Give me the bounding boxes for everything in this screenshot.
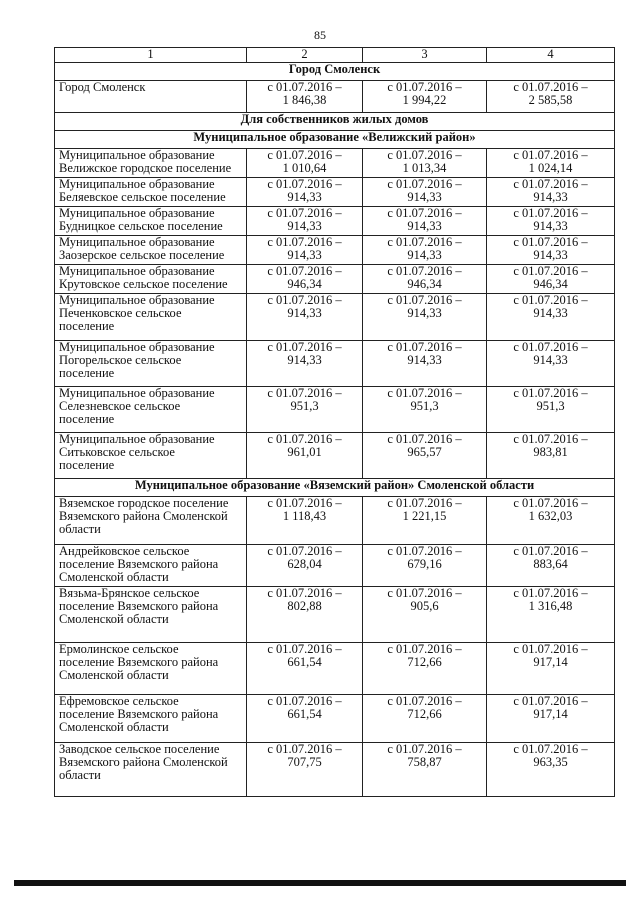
tariff-value bbox=[247, 81, 363, 113]
section-heading-row bbox=[55, 63, 615, 81]
cell-line: с 01.07.2016 – bbox=[267, 386, 342, 400]
cell-line: области bbox=[59, 522, 101, 536]
cell-line: с 01.07.2016 – bbox=[267, 293, 342, 307]
tariff-value bbox=[487, 149, 615, 178]
tariff-table bbox=[54, 47, 615, 797]
municipality-name bbox=[55, 743, 247, 797]
cell-line: с 01.07.2016 – bbox=[387, 496, 462, 510]
cell-line: 1 994,22 bbox=[402, 93, 447, 107]
cell-line: Погорельское сельское bbox=[59, 353, 182, 367]
cell-line: с 01.07.2016 – bbox=[513, 293, 588, 307]
cell-line: Муниципальное образование bbox=[59, 264, 215, 278]
cell-line: 1 221,15 bbox=[402, 509, 447, 523]
tariff-value bbox=[363, 265, 487, 294]
column-number: 4 bbox=[487, 48, 615, 63]
municipality-name bbox=[55, 341, 247, 387]
tariff-value bbox=[487, 387, 615, 433]
cell-line: 1 010,64 bbox=[282, 161, 327, 175]
tariff-value bbox=[487, 265, 615, 294]
cell-line: с 01.07.2016 – bbox=[513, 264, 588, 278]
tariff-value bbox=[487, 207, 615, 236]
cell-line: с 01.07.2016 – bbox=[513, 432, 588, 446]
cell-line: Велижское городское поселение bbox=[59, 161, 232, 175]
cell-line: 917,14 bbox=[533, 655, 568, 669]
table-row bbox=[55, 643, 615, 695]
municipality-name bbox=[55, 207, 247, 236]
cell-line: 1 846,38 bbox=[282, 93, 327, 107]
tariff-value bbox=[487, 743, 615, 797]
cell-line: с 01.07.2016 – bbox=[387, 340, 462, 354]
tariff-value bbox=[487, 695, 615, 743]
cell-line: с 01.07.2016 – bbox=[513, 586, 588, 600]
cell-line: 802,88 bbox=[287, 599, 322, 613]
tariff-value bbox=[363, 743, 487, 797]
cell-line: Ситьковское сельское bbox=[59, 445, 175, 459]
bottom-rule bbox=[14, 880, 626, 886]
cell-line: с 01.07.2016 – bbox=[387, 386, 462, 400]
cell-line: с 01.07.2016 – bbox=[267, 544, 342, 558]
table-row bbox=[55, 545, 615, 587]
cell-line: 712,66 bbox=[407, 655, 442, 669]
cell-line: Беляевское сельское поселение bbox=[59, 190, 226, 204]
cell-line: Будницкое сельское поселение bbox=[59, 219, 223, 233]
cell-line: Андрейковское сельское bbox=[59, 544, 190, 558]
cell-line: с 01.07.2016 – bbox=[387, 264, 462, 278]
cell-line: с 01.07.2016 – bbox=[387, 177, 462, 191]
cell-line: 1 024,14 bbox=[528, 161, 573, 175]
table-row bbox=[55, 207, 615, 236]
tariff-value bbox=[363, 433, 487, 479]
cell-line: 951,3 bbox=[410, 399, 439, 413]
cell-line: 914,33 bbox=[287, 353, 322, 367]
column-number-row bbox=[55, 48, 615, 63]
cell-line: с 01.07.2016 – bbox=[387, 293, 462, 307]
tariff-value bbox=[247, 265, 363, 294]
cell-line: с 01.07.2016 – bbox=[513, 386, 588, 400]
cell-line: с 01.07.2016 – bbox=[267, 148, 342, 162]
cell-line: 914,33 bbox=[533, 219, 568, 233]
cell-line: 914,33 bbox=[407, 306, 442, 320]
cell-line: с 01.07.2016 – bbox=[267, 80, 342, 94]
tariff-value bbox=[363, 643, 487, 695]
cell-line: 951,3 bbox=[290, 399, 319, 413]
tariff-value bbox=[363, 695, 487, 743]
cell-line: Ефремовское сельское bbox=[59, 694, 179, 708]
municipality-name bbox=[55, 178, 247, 207]
tariff-value bbox=[487, 341, 615, 387]
table-row bbox=[55, 743, 615, 797]
cell-line: 965,57 bbox=[407, 445, 442, 459]
tariff-value bbox=[247, 497, 363, 545]
cell-line: 707,75 bbox=[287, 755, 322, 769]
cell-line: с 01.07.2016 – bbox=[387, 742, 462, 756]
cell-line: 946,34 bbox=[407, 277, 442, 291]
cell-line: с 01.07.2016 – bbox=[387, 642, 462, 656]
table-row bbox=[55, 341, 615, 387]
cell-line: 883,64 bbox=[533, 557, 568, 571]
cell-line: 961,01 bbox=[287, 445, 322, 459]
cell-line: Муниципальное образование bbox=[59, 148, 215, 162]
cell-line: с 01.07.2016 – bbox=[387, 206, 462, 220]
cell-line: с 01.07.2016 – bbox=[387, 544, 462, 558]
cell-line: Селезневское сельское bbox=[59, 399, 181, 413]
municipality-name bbox=[55, 587, 247, 643]
cell-line: 914,33 bbox=[533, 190, 568, 204]
cell-line: с 01.07.2016 – bbox=[513, 742, 588, 756]
table-row bbox=[55, 236, 615, 265]
cell-line: поселение bbox=[59, 319, 115, 333]
cell-line: Заозерское сельское поселение bbox=[59, 248, 225, 262]
cell-line: поселение Вяземского района bbox=[59, 557, 219, 571]
tariff-value bbox=[247, 695, 363, 743]
cell-line: с 01.07.2016 – bbox=[267, 177, 342, 191]
cell-line: поселение bbox=[59, 412, 115, 426]
tariff-value bbox=[247, 207, 363, 236]
tariff-value bbox=[363, 207, 487, 236]
cell-line: 905,6 bbox=[410, 599, 439, 613]
section-heading-row bbox=[55, 113, 615, 131]
municipality-name bbox=[55, 545, 247, 587]
tariff-value bbox=[247, 149, 363, 178]
cell-line: поселение bbox=[59, 458, 115, 472]
cell-line: 914,33 bbox=[533, 306, 568, 320]
cell-line: 946,34 bbox=[287, 277, 322, 291]
tariff-value bbox=[363, 341, 487, 387]
cell-line: с 01.07.2016 – bbox=[513, 80, 588, 94]
page-number: 85 bbox=[314, 28, 326, 42]
section-heading: Город Смоленск bbox=[55, 63, 615, 81]
column-number: 3 bbox=[363, 48, 487, 63]
municipality-name bbox=[55, 236, 247, 265]
tariff-value bbox=[247, 545, 363, 587]
cell-line: с 01.07.2016 – bbox=[267, 642, 342, 656]
cell-line: 661,54 bbox=[287, 655, 322, 669]
cell-line: Муниципальное образование bbox=[59, 235, 215, 249]
tariff-value bbox=[487, 294, 615, 341]
cell-line: Смоленской области bbox=[59, 720, 169, 734]
cell-line: 679,16 bbox=[407, 557, 442, 571]
cell-line: с 01.07.2016 – bbox=[267, 235, 342, 249]
municipality-name bbox=[55, 433, 247, 479]
tariff-value bbox=[487, 178, 615, 207]
municipality-name bbox=[55, 497, 247, 545]
cell-line: с 01.07.2016 – bbox=[267, 206, 342, 220]
cell-line: Город Смоленск bbox=[59, 80, 146, 94]
cell-line: 914,33 bbox=[287, 306, 322, 320]
table-row bbox=[55, 497, 615, 545]
table-row bbox=[55, 294, 615, 341]
column-number: 1 bbox=[55, 48, 247, 63]
cell-line: с 01.07.2016 – bbox=[267, 496, 342, 510]
tariff-value bbox=[487, 497, 615, 545]
cell-line: Вяземского района Смоленской bbox=[59, 509, 228, 523]
table-row bbox=[55, 433, 615, 479]
cell-line: области bbox=[59, 768, 101, 782]
table-row bbox=[55, 265, 615, 294]
cell-line: поселение bbox=[59, 366, 115, 380]
cell-line: Вяземское городское поселение bbox=[59, 496, 229, 510]
cell-line: с 01.07.2016 – bbox=[513, 148, 588, 162]
cell-line: Крутовское сельское поселение bbox=[59, 277, 228, 291]
cell-line: Муниципальное образование bbox=[59, 293, 215, 307]
cell-line: Ермолинское сельское bbox=[59, 642, 179, 656]
cell-line: Муниципальное образование bbox=[59, 177, 215, 191]
cell-line: 914,33 bbox=[407, 190, 442, 204]
cell-line: 2 585,58 bbox=[528, 93, 573, 107]
cell-line: Муниципальное образование bbox=[59, 340, 215, 354]
cell-line: с 01.07.2016 – bbox=[387, 235, 462, 249]
municipality-name bbox=[55, 294, 247, 341]
tariff-value bbox=[363, 149, 487, 178]
cell-line: с 01.07.2016 – bbox=[387, 694, 462, 708]
tariff-value bbox=[363, 497, 487, 545]
tariff-value bbox=[247, 743, 363, 797]
cell-line: Печенковское сельское bbox=[59, 306, 182, 320]
tariff-value bbox=[363, 587, 487, 643]
cell-line: 983,81 bbox=[533, 445, 568, 459]
tariff-value bbox=[487, 236, 615, 265]
cell-line: 712,66 bbox=[407, 707, 442, 721]
cell-line: 914,33 bbox=[287, 190, 322, 204]
cell-line: 758,87 bbox=[407, 755, 442, 769]
cell-line: 946,34 bbox=[533, 277, 568, 291]
cell-line: с 01.07.2016 – bbox=[387, 432, 462, 446]
table-row bbox=[55, 587, 615, 643]
cell-line: 914,33 bbox=[287, 219, 322, 233]
cell-line: с 01.07.2016 – bbox=[267, 340, 342, 354]
cell-line: с 01.07.2016 – bbox=[387, 80, 462, 94]
tariff-value bbox=[363, 545, 487, 587]
section-heading: Муниципальное образование «Велижский район» bbox=[55, 131, 615, 149]
cell-line: 914,33 bbox=[407, 219, 442, 233]
cell-line: 914,33 bbox=[533, 353, 568, 367]
cell-line: 914,33 bbox=[533, 248, 568, 262]
table-row bbox=[55, 81, 615, 113]
cell-line: 914,33 bbox=[287, 248, 322, 262]
municipality-name bbox=[55, 387, 247, 433]
cell-line: с 01.07.2016 – bbox=[513, 235, 588, 249]
cell-line: с 01.07.2016 – bbox=[513, 544, 588, 558]
cell-line: Смоленской области bbox=[59, 570, 169, 584]
tariff-value bbox=[363, 236, 487, 265]
section-heading: Муниципальное образование «Вяземский район» Смоленской области bbox=[55, 479, 615, 497]
cell-line: с 01.07.2016 – bbox=[387, 148, 462, 162]
municipality-name bbox=[55, 149, 247, 178]
cell-line: с 01.07.2016 – bbox=[513, 340, 588, 354]
table-row bbox=[55, 387, 615, 433]
cell-line: Вязьма-Брянское сельское bbox=[59, 586, 200, 600]
cell-line: с 01.07.2016 – bbox=[513, 694, 588, 708]
tariff-value bbox=[487, 643, 615, 695]
municipality-name bbox=[55, 81, 247, 113]
tariff-value bbox=[487, 81, 615, 113]
tariff-value bbox=[487, 433, 615, 479]
cell-line: 917,14 bbox=[533, 707, 568, 721]
cell-line: с 01.07.2016 – bbox=[267, 264, 342, 278]
cell-line: с 01.07.2016 – bbox=[513, 206, 588, 220]
tariff-value bbox=[247, 387, 363, 433]
cell-line: Смоленской области bbox=[59, 612, 169, 626]
table-row bbox=[55, 695, 615, 743]
cell-line: Заводское сельское поселение bbox=[59, 742, 220, 756]
cell-line: с 01.07.2016 – bbox=[387, 586, 462, 600]
section-heading: Для собственников жилых домов bbox=[55, 113, 615, 131]
cell-line: с 01.07.2016 – bbox=[513, 177, 588, 191]
table-row bbox=[55, 178, 615, 207]
cell-line: 1 316,48 bbox=[528, 599, 573, 613]
section-heading-row bbox=[55, 131, 615, 149]
tariff-value bbox=[247, 341, 363, 387]
municipality-name bbox=[55, 695, 247, 743]
cell-line: с 01.07.2016 – bbox=[513, 496, 588, 510]
cell-line: 1 118,43 bbox=[282, 509, 327, 523]
cell-line: с 01.07.2016 – bbox=[267, 432, 342, 446]
cell-line: Вяземского района Смоленской bbox=[59, 755, 228, 769]
tariff-value bbox=[247, 178, 363, 207]
cell-line: поселение Вяземского района bbox=[59, 599, 219, 613]
cell-line: Смоленской области bbox=[59, 668, 169, 682]
tariff-value bbox=[247, 294, 363, 341]
cell-line: 661,54 bbox=[287, 707, 322, 721]
cell-line: с 01.07.2016 – bbox=[267, 586, 342, 600]
cell-line: 914,33 bbox=[407, 248, 442, 262]
tariff-value bbox=[363, 294, 487, 341]
section-heading-row bbox=[55, 479, 615, 497]
cell-line: Муниципальное образование bbox=[59, 432, 215, 446]
tariff-value bbox=[487, 587, 615, 643]
cell-line: 963,35 bbox=[533, 755, 568, 769]
tariff-value bbox=[247, 587, 363, 643]
cell-line: 628,04 bbox=[287, 557, 322, 571]
cell-line: 951,3 bbox=[536, 399, 565, 413]
column-number: 2 bbox=[247, 48, 363, 63]
tariff-value bbox=[247, 236, 363, 265]
cell-line: с 01.07.2016 – bbox=[267, 742, 342, 756]
cell-line: с 01.07.2016 – bbox=[513, 642, 588, 656]
municipality-name bbox=[55, 643, 247, 695]
cell-line: Муниципальное образование bbox=[59, 386, 215, 400]
tariff-value bbox=[363, 178, 487, 207]
cell-line: поселение Вяземского района bbox=[59, 655, 219, 669]
cell-line: 1 013,34 bbox=[402, 161, 447, 175]
municipality-name bbox=[55, 265, 247, 294]
cell-line: 1 632,03 bbox=[528, 509, 573, 523]
tariff-value bbox=[487, 545, 615, 587]
tariff-value bbox=[247, 433, 363, 479]
table-row bbox=[55, 149, 615, 178]
tariff-value bbox=[363, 387, 487, 433]
tariff-value bbox=[363, 81, 487, 113]
tariff-value bbox=[247, 643, 363, 695]
cell-line: 914,33 bbox=[407, 353, 442, 367]
cell-line: поселение Вяземского района bbox=[59, 707, 219, 721]
cell-line: Муниципальное образование bbox=[59, 206, 215, 220]
cell-line: с 01.07.2016 – bbox=[267, 694, 342, 708]
